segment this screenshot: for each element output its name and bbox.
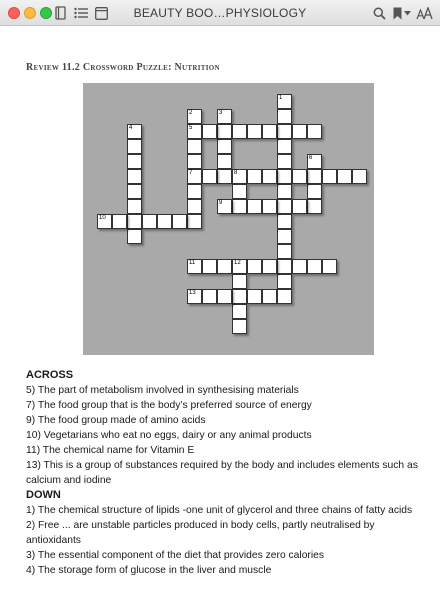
crossword-cell[interactable]: [232, 289, 247, 304]
crossword-cell[interactable]: [262, 259, 277, 274]
crossword-cell[interactable]: [277, 214, 292, 229]
crossword-cell[interactable]: [187, 124, 202, 139]
crossword-cell[interactable]: [307, 169, 322, 184]
clue-down-1: 1) The chemical structure of lipids -one unit of glycerol and three chains of fatty acids: [26, 505, 413, 516]
crossword-cell[interactable]: [292, 199, 307, 214]
crossword-cell[interactable]: [127, 214, 142, 229]
crossword-cell[interactable]: [187, 139, 202, 154]
search-icon[interactable]: [372, 4, 386, 22]
font-size-icon[interactable]: [415, 4, 433, 22]
crossword-cell[interactable]: [277, 124, 292, 139]
crossword-cell[interactable]: [202, 259, 217, 274]
clue-list: [26, 368, 432, 578]
crossword-cell[interactable]: [232, 184, 247, 199]
crossword-cell[interactable]: [247, 124, 262, 139]
clue-number: 5: [189, 125, 193, 131]
zoom-window-button[interactable]: [40, 7, 52, 19]
bookmark-icon[interactable]: [392, 4, 402, 22]
crossword-cell[interactable]: [247, 259, 262, 274]
clue-down-3: 3) The essential component of the diet that provides zero calories: [26, 550, 325, 561]
crossword-cell[interactable]: [112, 214, 127, 229]
clue-across-9: 9) The food group made of amino acids: [26, 415, 206, 426]
crossword-cell[interactable]: [187, 289, 202, 304]
crossword-cell[interactable]: [262, 169, 277, 184]
crossword-cell[interactable]: [127, 139, 142, 154]
crossword-cell[interactable]: [277, 229, 292, 244]
crossword-cell[interactable]: [352, 169, 367, 184]
crossword-cell[interactable]: [232, 199, 247, 214]
crossword-cell[interactable]: [307, 199, 322, 214]
chevron-down-icon[interactable]: [403, 4, 411, 22]
crossword-cell[interactable]: [277, 244, 292, 259]
down-heading: DOWN: [26, 489, 61, 501]
crossword-cell[interactable]: [127, 184, 142, 199]
crossword-cell[interactable]: [262, 289, 277, 304]
clue-number: 8: [234, 170, 238, 176]
crossword-cell[interactable]: [217, 289, 232, 304]
crossword-cell[interactable]: [307, 184, 322, 199]
crossword-cell[interactable]: [217, 169, 232, 184]
crossword-cell[interactable]: [217, 109, 232, 124]
crossword-cell[interactable]: [277, 154, 292, 169]
clue-number: 3: [219, 110, 223, 116]
sidebar-view-icon[interactable]: [94, 4, 108, 22]
crossword-cell[interactable]: [247, 289, 262, 304]
crossword-cell[interactable]: [127, 229, 142, 244]
crossword-cell[interactable]: [187, 199, 202, 214]
clue-across-10: 10) Vegetarians who eat no eggs, dairy or any animal products: [26, 430, 312, 441]
crossword-cell[interactable]: [202, 169, 217, 184]
crossword-cell[interactable]: [187, 184, 202, 199]
crossword-cell[interactable]: [127, 169, 142, 184]
window-title: BEAUTY BOO…PHYSIOLOGY: [133, 6, 307, 20]
crossword-cell[interactable]: [202, 289, 217, 304]
crossword-cell[interactable]: [232, 124, 247, 139]
crossword-cell[interactable]: [262, 199, 277, 214]
crossword-cell[interactable]: [187, 109, 202, 124]
minimize-window-button[interactable]: [24, 7, 36, 19]
crossword-cell[interactable]: [217, 154, 232, 169]
crossword-cell[interactable]: [322, 169, 337, 184]
close-window-button[interactable]: [8, 7, 20, 19]
crossword-cell[interactable]: [277, 289, 292, 304]
crossword-cell[interactable]: [277, 184, 292, 199]
crossword-cell[interactable]: [232, 259, 247, 274]
crossword-cell[interactable]: [217, 139, 232, 154]
clue-number: 9: [219, 200, 223, 206]
section-heading: Review 11.2 Crossword Puzzle: Nutrition: [26, 62, 220, 73]
crossword-cell[interactable]: [97, 214, 112, 229]
crossword-cell[interactable]: [277, 139, 292, 154]
crossword-cell[interactable]: [292, 169, 307, 184]
crossword-cell[interactable]: [142, 214, 157, 229]
crossword-cell[interactable]: [307, 259, 322, 274]
title-bar: [0, 0, 440, 26]
clue-number: 7: [189, 170, 193, 176]
crossword-cell[interactable]: [187, 259, 202, 274]
crossword-cell[interactable]: [247, 169, 262, 184]
crossword-cell[interactable]: [232, 304, 247, 319]
crossword-cell[interactable]: [217, 259, 232, 274]
crossword-cell[interactable]: [232, 169, 247, 184]
table-of-contents-icon[interactable]: [73, 4, 89, 22]
clue-number: 10: [99, 215, 106, 221]
book-page: [0, 26, 440, 609]
crossword-grid: [83, 83, 374, 355]
crossword-cell[interactable]: [187, 214, 202, 229]
crossword-cell[interactable]: [262, 124, 277, 139]
crossword-cell[interactable]: [322, 259, 337, 274]
clue-down-2: 2) Free ... are unstable particles produced in body cells, partly neutralised by antioxidants: [26, 520, 375, 546]
crossword-cell[interactable]: [277, 169, 292, 184]
library-icon[interactable]: [54, 4, 68, 22]
clue-number: 2: [189, 110, 193, 116]
crossword-cell[interactable]: [307, 124, 322, 139]
crossword-cell[interactable]: [127, 124, 142, 139]
crossword-cell[interactable]: [202, 124, 217, 139]
clue-number: 11: [189, 260, 196, 266]
clue-number: 12: [234, 260, 241, 266]
crossword-cell[interactable]: [337, 169, 352, 184]
crossword-cell[interactable]: [307, 154, 322, 169]
clue-down-4: 4) The storage form of glucose in the liver and muscle: [26, 565, 272, 576]
clue-number: 6: [309, 155, 313, 161]
across-heading: ACROSS: [26, 369, 74, 381]
crossword-cell[interactable]: [232, 274, 247, 289]
crossword-cell[interactable]: [247, 199, 262, 214]
clue-across-11: 11) The chemical name for Vitamin E: [26, 445, 195, 456]
crossword-cell[interactable]: [157, 214, 172, 229]
crossword-cell[interactable]: [277, 199, 292, 214]
clue-across-7: 7) The food group that is the body’s preferred source of energy: [26, 400, 312, 411]
crossword-cell[interactable]: [217, 199, 232, 214]
clue-number: 13: [189, 290, 196, 296]
crossword-cell[interactable]: [217, 124, 232, 139]
clue-across-5: 5) The part of metabolism involved in synthesising materials: [26, 385, 299, 396]
crossword-cell[interactable]: [172, 214, 187, 229]
crossword-cell[interactable]: [187, 169, 202, 184]
clue-across-13: 13) This is a group of substances required by the body and includes elements such as calcium and iodine: [26, 460, 418, 486]
crossword-cell[interactable]: [277, 94, 292, 109]
clue-number: 1: [279, 95, 283, 101]
clue-number: 4: [129, 125, 133, 131]
crossword-cell[interactable]: [277, 259, 292, 274]
crossword-cell[interactable]: [232, 319, 247, 334]
crossword-cell[interactable]: [277, 109, 292, 124]
crossword-cell[interactable]: [127, 199, 142, 214]
crossword-cell[interactable]: [277, 274, 292, 289]
crossword-cell[interactable]: [292, 259, 307, 274]
crossword-cell[interactable]: [187, 154, 202, 169]
crossword-cell[interactable]: [292, 124, 307, 139]
crossword-cell[interactable]: [127, 154, 142, 169]
